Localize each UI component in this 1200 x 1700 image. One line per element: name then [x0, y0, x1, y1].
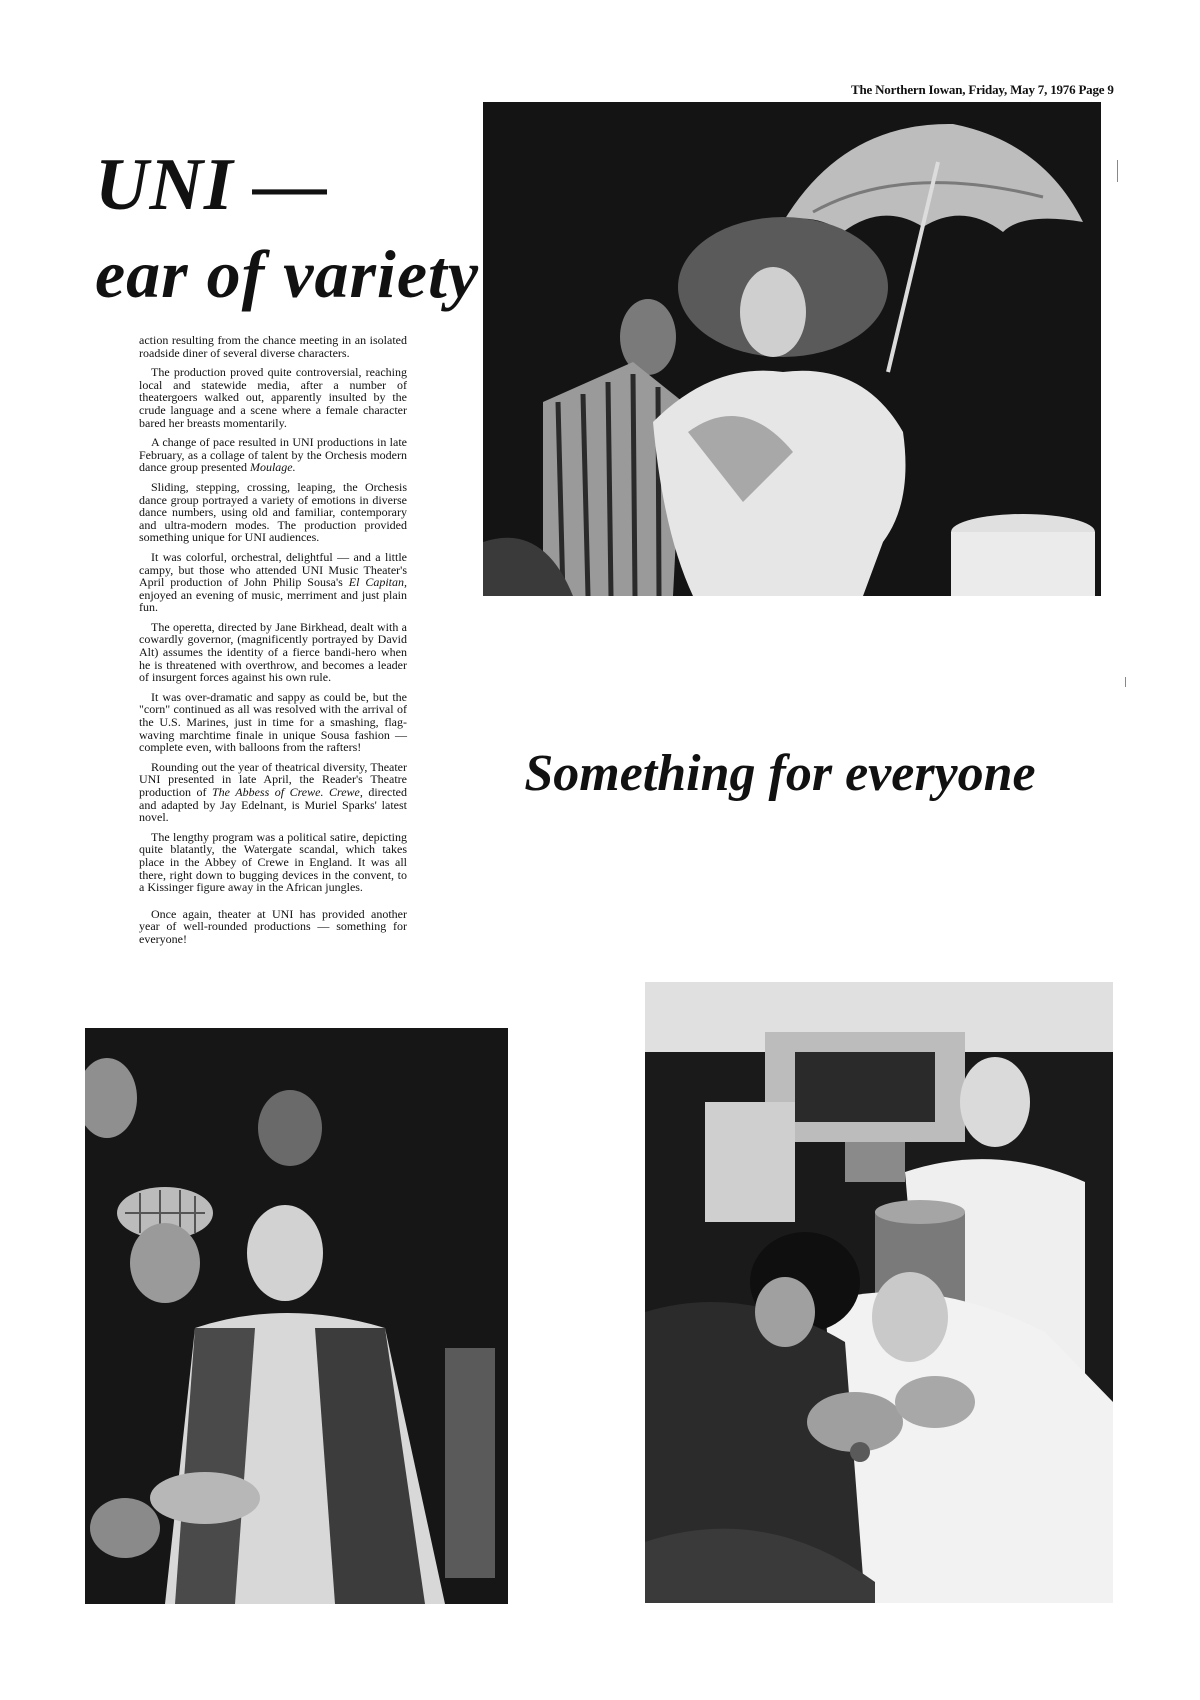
- article-paragraph: The production proved quite controversial, reaching local and statewide media, after a number of theatergoers walked out, apparently insulted by the crude language and a scene where a female character bared her breasts momentarily.: [139, 365, 407, 430]
- article-text: It was colorful, orchestral, delightful — and a little campy, but those who attended UNI Music Theater's April production of John Philip Sousa's: [139, 549, 407, 590]
- production-title-repeat: Crewe,: [328, 785, 363, 799]
- article-paragraph: Sliding, stepping, crossing, leaping, the Orchesis dance group portrayed a variety of emotions in diverse dance numbers, using old and familiar, contemporary and ultra-modern modes. The production provided something unique for UNI audiences.: [139, 479, 407, 545]
- article-paragraph: action resulting from the chance meeting in an isolated roadside diner of several diverse characters.: [139, 333, 407, 360]
- production-title: Moulage.: [249, 460, 296, 475]
- article-paragraph: It was over-dramatic and sappy as could be, but the "corn" continued as all was resolved with the arrival of the U.S. Marines, just in time for a smashing, flag-waving marchtime finale in unique Sousa fashion — complete even, with balloons from the rafters!: [139, 689, 407, 755]
- article-closing-paragraph: Once again, theater at UNI has provided another year of well-rounded productions — something for everyone!: [139, 906, 407, 946]
- article-paragraph: The operetta, directed by Jane Birkhead, dealt with a cowardly governor, (magnificently portrayed by David Alt) assumes the identity of a fierce bandi-hero when he is threatened with overthrow, and becomes a leader of insurgent forces against his own rule.: [139, 619, 407, 685]
- article-paragraph: [139, 551, 407, 614]
- headline-something-for-everyone: Something for everyone: [524, 745, 1036, 802]
- scan-mark: [1117, 160, 1118, 182]
- headline-year-of-variety: ear of variety: [95, 236, 480, 312]
- masthead-folio: The Northern Iowan, Friday, May 7, 1976 Page 9: [851, 82, 1114, 97]
- photo-diner-struggle: [645, 982, 1113, 1603]
- photo-card-players: [85, 1028, 508, 1604]
- article-paragraph: [139, 761, 407, 824]
- article-text: directed and adapted by Jay Edelnant, is Muriel Sparks' latest novel.: [139, 785, 407, 825]
- photo-parasol-scene: [483, 102, 1101, 596]
- production-title: El Capitan,: [348, 575, 407, 590]
- photo-card-players-illustration: [85, 1028, 508, 1604]
- article-text: A change of pace resulted in UNI productions in late February, as a collage of talent by the Orchesis modern dance group presented: [139, 435, 407, 475]
- article-body: [139, 334, 407, 953]
- article-text: enjoyed an evening of music, merriment and just plain fun.: [139, 587, 407, 615]
- photo-diner-struggle-illustration: [645, 982, 1113, 1603]
- scan-mark: [1125, 677, 1126, 687]
- production-title: The Abbess of Crewe.: [211, 785, 324, 799]
- photo-parasol-illustration: [483, 102, 1101, 596]
- article-paragraph: [139, 436, 407, 474]
- headline-uni: UNI —: [95, 144, 329, 226]
- article-paragraph: The lengthy program was a political satire, depicting quite blatantly, the Watergate scandal, which takes place in the Abbey of Crewe in England. It was all there, right down to bugging devices in the convent, to a Kissinger figure away in the African jungles.: [139, 829, 407, 895]
- article-text: Rounding out the year of theatrical diversity, Theater UNI presented in late April, the Reader's Theatre production of: [139, 759, 407, 799]
